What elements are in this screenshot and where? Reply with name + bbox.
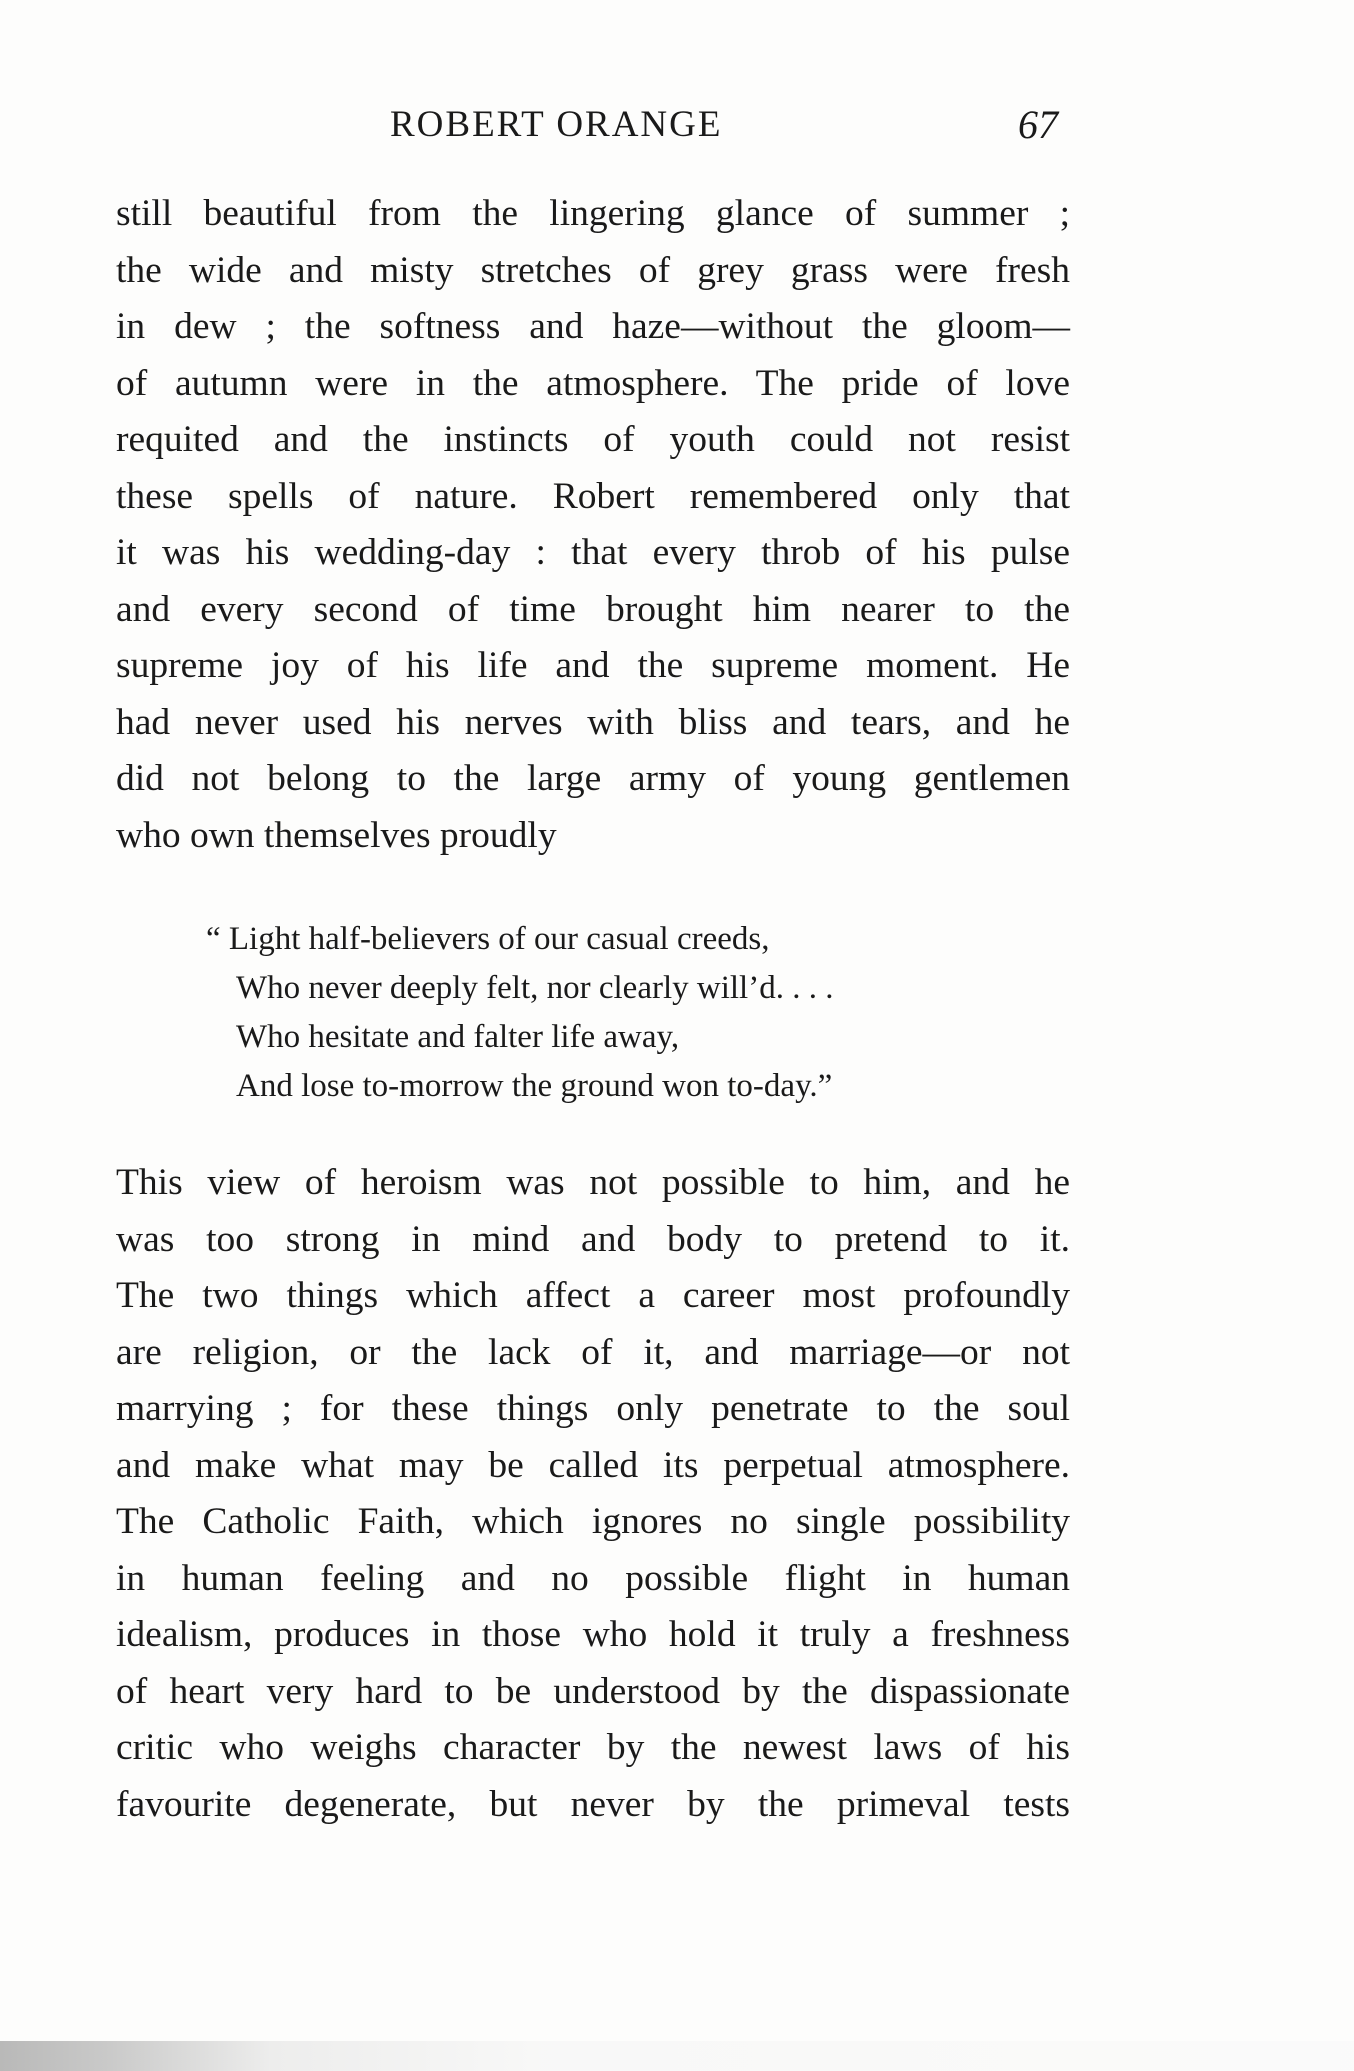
paragraph-line: still beautiful from the lingering glance of summer ; (116, 193, 1070, 234)
paragraph-line: The Catholic Faith, which ignores no single possibility (116, 1501, 1070, 1542)
paragraph-line: favourite degenerate, but never by the primeval tests (116, 1783, 1070, 1825)
paragraph-line: in dew ; the softness and haze—without the gloom— (116, 306, 1070, 347)
paragraph-line: was too strong in mind and body to pretend to it. (116, 1218, 1070, 1260)
paragraph-line: and every second of time brought him nearer to the (116, 588, 1070, 630)
paragraph-line: are religion, or the lack of it, and marriage—or not (116, 1331, 1070, 1373)
paragraph-line: had never used his nerves with bliss and tears, and he (116, 701, 1070, 743)
verse-line: Who never deeply felt, nor clearly will’d. . . . (236, 970, 834, 1006)
paragraph-line: This view of heroism was not possible to him, and he (116, 1162, 1070, 1203)
paragraph-line: critic who weighs character by the newest laws of his (116, 1727, 1070, 1768)
paragraph-line: idealism, produces in those who hold it truly a freshness (116, 1614, 1070, 1655)
paragraph-line: of autumn were in the atmosphere. The pride of love (116, 362, 1070, 404)
running-head (0, 100, 1354, 150)
running-title: ROBERT ORANGE (390, 104, 723, 145)
verse-quotation (206, 915, 1066, 1111)
paragraph-line: who own themselves proudly (116, 814, 557, 856)
paragraph-line: of heart very hard to be understood by the dispassionate (116, 1670, 1070, 1712)
scan-edge-shadow (0, 2041, 1354, 2071)
paragraph-line: the wide and misty stretches of grey grass were fresh (116, 249, 1070, 291)
paragraph-line: requited and the instincts of youth could not resist (116, 419, 1070, 460)
paragraph-line: and make what may be called its perpetual atmosphere. (116, 1444, 1070, 1486)
paragraph-line: did not belong to the large army of young gentlemen (116, 758, 1070, 799)
paragraph-line: it was his wedding-day : that every throb of his pulse (116, 532, 1070, 573)
paragraph-line: in human feeling and no possible flight in human (116, 1557, 1070, 1599)
paragraph-line: The two things which affect a career most profoundly (116, 1275, 1070, 1316)
paragraph-2 (116, 1155, 1070, 1833)
paragraph-1 (116, 186, 1070, 864)
paragraph-line: these spells of nature. Robert remembered only that (116, 475, 1070, 517)
paragraph-line: supreme joy of his life and the supreme moment. He (116, 645, 1070, 686)
verse-line: Who hesitate and falter life away, (236, 1019, 680, 1055)
page-number: 67 (1018, 102, 1058, 147)
paragraph-line: marrying ; for these things only penetrate to the soul (116, 1388, 1070, 1429)
verse-line: And lose to-morrow the ground won to-day.” (236, 1068, 833, 1104)
verse-line: “ Light half-believers of our casual creeds, (206, 921, 770, 957)
